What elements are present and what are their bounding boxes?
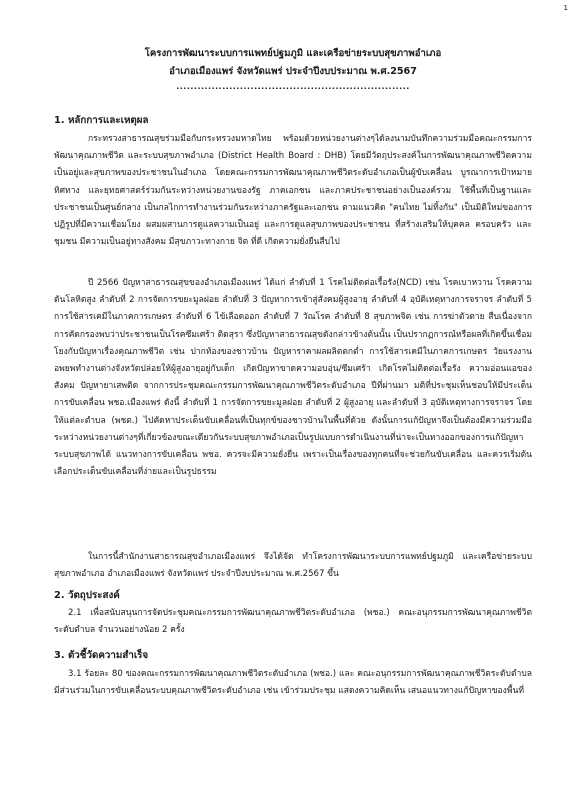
document-title: โครงการพัฒนาระบบการแพทย์ปฐมภูมิ และเครือข่ายระบบสุขภาพอำเภอ <box>144 48 442 59</box>
section-1-paragraph-2: ปี 2566 ปัญหาสาธารณสุขของอำเภอเมืองแพร่ ได้แก่ ลำดับที่ 1 โรคไม่ติดต่อเรื้อรัง(NCD) เช่น โรคเบาหวาน โรคความดันโลหิตสูง ลำดับที่ 2 การจัดการขยะมูลฝอย ลำดับที่ 3 ปัญหาการเข้าสู่สังคมผู้สูงอายุ ลำดับที่ 4 อุบัติเหตุทางการจราจร ลำดับที่ 5 การใช้สารเคมีในภาคการเกษตร ลำดับที่ 6 ไข้เลือดออก ลำดับที่ 7 วัณโรค ลำดับที่ 8 สุขภาพจิต เช่น การฆ่าตัวตาย สืบเนื่องจากการคัดกรองพบว่าประชาชนเป็นโรคซึมเศร้า ติดสุรา ซึ่งปัญหาสาธารณสุขดังกล่าวข้างต้นนั้น เป็นปรากฏการณ์หรือผลที่เกิดขึ้นเชื่อมโยงกับปัญหาเรื่องคุณภาพชีวิต เช่น ปากท้องของชาวบ้าน ปัญหาราคาผลผลิตตกต่ำ การใช้สารเคมีในภาคการเกษตร วัยแรงงานอพยพทำงานต่างจังหวัดปล่อยให้ผู้สูงอายุอยู่กับเด็ก เกิดปัญหาขาดความอบอุ่น/ซึมเศร้า เกิดโรคไม่ติดต่อเรื้อรัง ความอ่อนแอของสังคม ปัญหายาเสพติด จากการประชุมคณะกรรมการพัฒนาคุณภาพชีวิตระดับอำเภอ ปีที่ผ่านมา มติที่ประชุมเห็นชอบให้มีประเด็นการขับเคลื่อน พชอ.เมืองแพร่ ดังนี้ ลำดับที่ 1 การจัดการขยะมูลฝอย ลำดับที่ 2 ผู้สูงอายุ และลำดับที่ 3 อุบัติเหตุทางการจราจร โดยให้แต่ละตำบล (พชต.) ไปคัดหาประเด็นขับเคลื่อนที่เป็นทุกข์ของชาวบ้านในพื้นที่ด้วย ดังนั้นการแก้ปัญหาจึงเป็นต้องมีความร่วมมือระหว่างหน่วยงานต่างๆที่เกี่ยวข้องขณะเดียวกันระบบสุขภาพอำเภอเป็นรูปแบบการดำเนินงานที่น่าจะเป็นทางออกของการแก้ปัญหาระบบสุขภาพได้ แนวทางการขับเคลื่อน พชอ. ควรจะมีความยั่งยืน เพราะเป็นเรื่องของทุกคนที่จะช่วยกันขับเคลื่อน และควรเริ่มต้นเลือกประเด็นขับเคลื่อนที่ง่ายและเป็นรูปธรรม <box>54 278 532 478</box>
document-subtitle: อำเภอเมืองแพร่ จังหวัดแพร่ ประจำปีงบประมาณ พ.ศ.2567 <box>169 66 417 77</box>
section-3-heading: 3. ตัวชี้วัดความสำเร็จ <box>54 650 149 661</box>
section-3-item-1: 3.1 ร้อยละ 80 ของคณะกรรมการพัฒนาคุณภาพชีวิตระดับอำเภอ (พชอ.) และ คณะอนุกรรมการพัฒนาคุณภาพชีวิตระดับตำบล มีส่วนร่วมในการขับเคลื่อนระบบคุณภาพชีวิตระดับอำเภอ เช่น เข้าร่วมประชุม แสดงความคิดเห็น เสนอแนวทางแก้ปัญหาของพื้นที่ <box>54 669 532 697</box>
page-number: 1 <box>563 4 568 12</box>
section-1-paragraph-3: ในการนี้สำนักงานสาธารณสุขอำเภอเมืองแพร่ จึงได้จัด ทำโครงการพัฒนาระบบการแพทย์ปฐมภูมิ และเครือข่ายระบบสุขภาพอำเภอ อำเภอเมืองแพร่ จังหวัดแพร่ ประจำปีงบประมาณ พ.ศ.2567 ขึ้น <box>54 552 532 580</box>
section-2-heading: 2. วัตถุประสงค์ <box>54 590 120 601</box>
section-2-item-1: 2.1 เพื่อสนับสนุนการจัดประชุมคณะกรรมการพัฒนาคุณภาพชีวิตระดับอำเภอ (พชอ.) คณะอนุกรรมการพัฒนาคุณภาพชีวิตระดับตำบล จำนวนอย่างน้อย 2 ครั้ง <box>54 608 532 636</box>
title-separator: .................................................................. <box>176 82 410 91</box>
section-1-paragraph-1: กระทรวงสาธารณสุขร่วมมือกับกระทรวงมหาดไทย พร้อมด้วยหน่วยงานต่างๆได้ลงนามบันทึกความร่วมมือคณะกรรมการพัฒนาคุณภาพชีวิต และระบบสุขภาพอำเภอ (District Health Board : DHB) โดยมีวัตถุประสงค์ในการพัฒนาคุณภาพชีวิตความเป็นอยู่และสุขภาพของประชาชนในอำเภอ โดยคณะกรรมการพัฒนาคุณภาพชีวิตระดับอำเภอเป็นผู้ขับเคลื่อน บูรณาการเป้าหมายทิศทาง และยุทธศาสตร์ร่วมกันระหว่างหน่วยงานของรัฐ ภาคเอกชน และภาคประชาชนอย่างเป็นองค์รวม ใช้พื้นที่เป็นฐานและประชาชนเป็นศูนย์กลาง เป็นกลไกการทำงานร่วมกันระหว่างภาครัฐและเอกชน ตามแนวคิด "คนไทย ไม่ทิ้งกัน" เป็นมิติใหม่ของการปฏิรูปที่มีความเชื่อมโยง ผสมผสานการดูแลความเป็นอยู่ และการดูแลสุขภาพของประชาชน ที่สร้างเสริมให้บุคคล ครอบครัว และชุมชน มีความเป็นอยู่ทางสังคม มีสุขภาวะทางกาย จิต ที่ดี เกิดความยั่งยืนสืบไป <box>54 134 532 248</box>
section-1-heading: 1. หลักการและเหตุผล <box>54 115 149 126</box>
